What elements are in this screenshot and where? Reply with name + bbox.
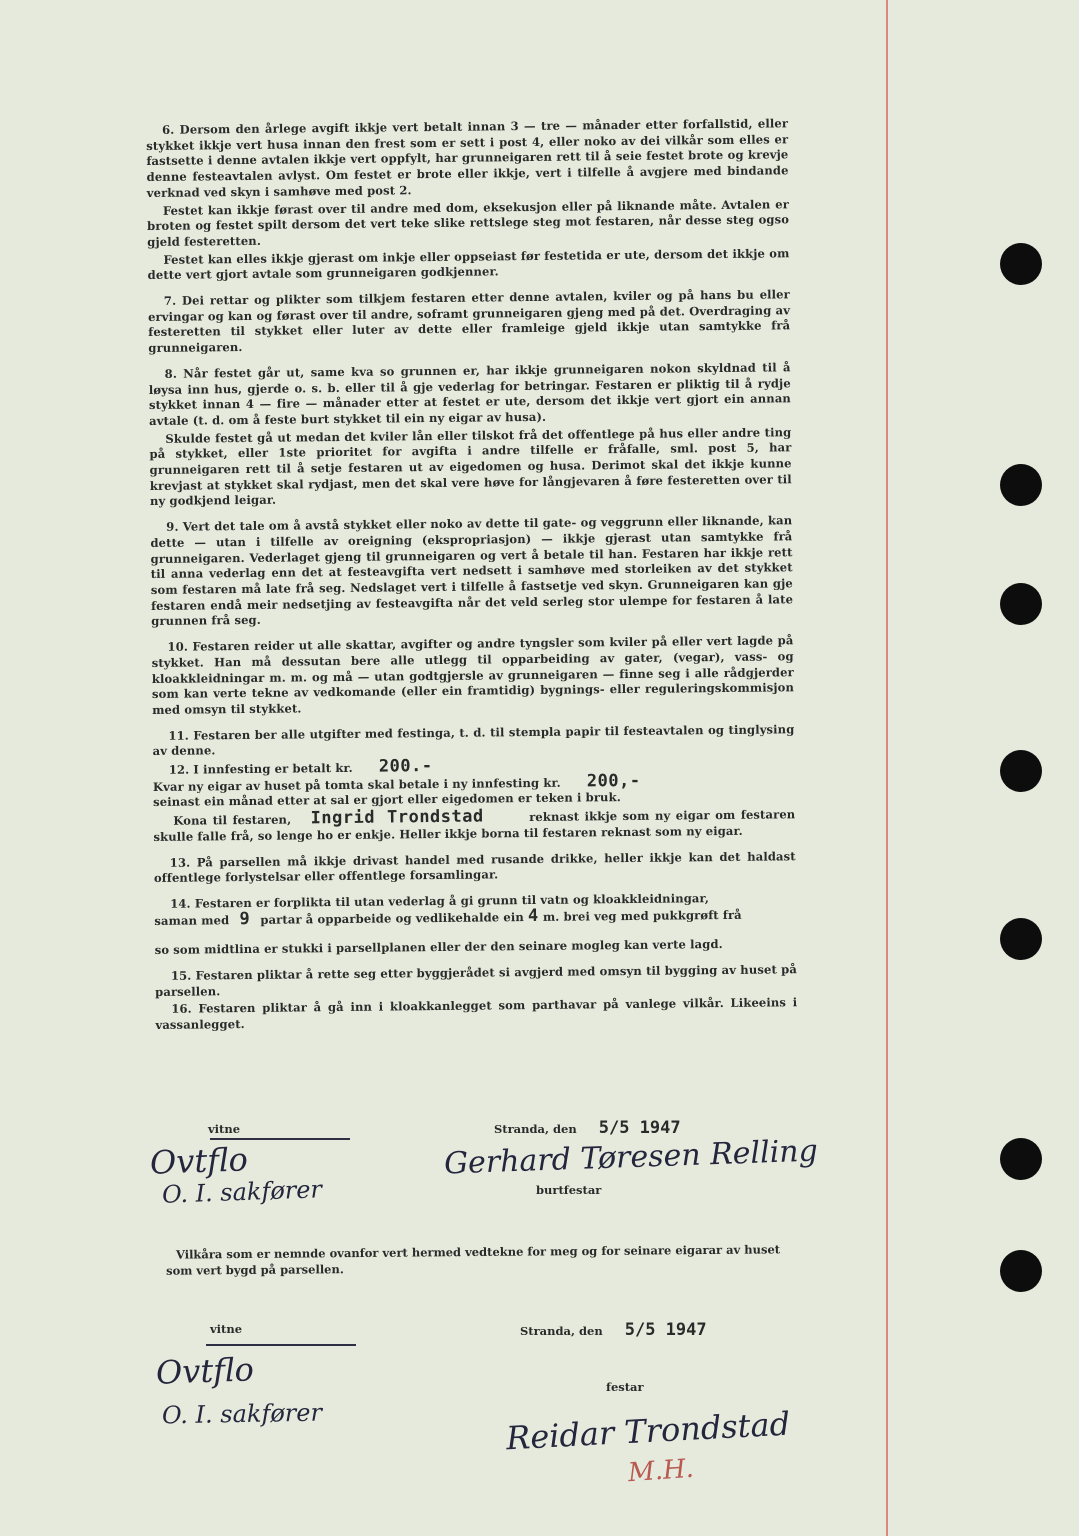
spouse-label: Kona til festaren, — [173, 812, 292, 828]
clause-14 — [154, 890, 797, 959]
clause-11: 11. Festaren ber alle utgifter med festinga, t. d. til stempla papir til festeavtalen og tinglysing av denne. — [152, 721, 795, 759]
clause-14-tail: m. brei veg med pukkgrøft frå — [542, 907, 742, 924]
lessor-signature: Gerhard Tøresen Relling — [443, 1133, 819, 1182]
clause-14-line3: so som midtlina er stukki i parsellplanen eller der den seinare mogleg kan verte lagd. — [154, 937, 723, 958]
witness-line-1 — [210, 1138, 350, 1140]
clause-12-line2: Kvar ny eigar av huset på tomta skal betale i ny innfesting kr. — [152, 775, 561, 794]
clause-8: 8. Når festet går ut, same kva so grunnen er, har ikkje grunneigaren nokon skyldnad til å løysa inn hus, gjerde o. s. b. eller til å gje vederlag for betringar. Festaren er pliktig til å rydje stykket innan 4 — fire — månader etter at festet er ute, dersom det ikkje vert gjort ein annan avtale (t. d. om å feste burt stykket til ein ny eigar av husa). — [148, 360, 791, 428]
spouse-clause — [153, 806, 795, 845]
lessor-role: burtfestar — [536, 1183, 602, 1197]
witness-title-1: O. I. sakfører — [161, 1175, 323, 1209]
witness-label-1: vitne — [208, 1122, 241, 1136]
clause-13: 13. På parsellen må ikkje drivast handel med rusande drikke, heller ikkje kan det haldast offentlege forlystelsar eller offentlege forsamlingar. — [153, 848, 796, 886]
witness-signature-1: Ovtflo — [149, 1140, 249, 1182]
clause-14-line1: 14. Festaren er forplikta til utan vederlag å gi grunn til vatn og kloakkleidningar, — [170, 891, 710, 911]
punch-hole — [1000, 583, 1042, 625]
clause-6-transfer: Festet kan ikkje førast over til andre med dom, eksekusjon eller på liknande måte. Avtalen er broten og festet spilt dersom det vert teke slike rettslege steg mot festaren, når desse steg ogso gjeld festeretten. — [147, 196, 790, 249]
punch-hole — [1000, 750, 1042, 792]
road-width: 4 — [527, 905, 539, 926]
clause-14-saman: saman med — [154, 912, 230, 928]
punch-hole — [1000, 243, 1042, 285]
entry-fee-amount: 200.- — [378, 756, 433, 777]
place-date-2 — [520, 1320, 707, 1340]
date-2: 5/5 1947 — [624, 1320, 707, 1340]
clause-9: 9. Vert det tale om å avstå stykket eller noko av dette til gate- og veggrunn eller liknande, kan dette — utan i tilfelle av oreigning (ekspropriasjon) — ikkje gjerast utan samtykke frå grunneigaren. Vederlaget gjeng til grunneigaren og vert å betale til han. Festaren har ikkje rett til anna vederlag enn det at festeavgifta vert nedsett i samhøve med storleiken av det stykket som festaren må late frå seg. Nedslaget vert i tilfelle å fastsetje ved skyn. Grunneigaren kan gje festaren endå meir nedsetjing av festeavgifta når det veld serleg stor ulempe for festaren å late grunnen frå seg. — [150, 513, 794, 629]
place-date-1 — [494, 1118, 681, 1138]
punch-hole — [1000, 1250, 1042, 1292]
punch-hole — [1000, 1138, 1042, 1180]
clause-15: 15. Festaren pliktar å rette seg etter byggjerådet si avgjerd med omsyn til bygging av huset på parsellen. — [155, 962, 797, 999]
clause-12-line3: seinast ein månad etter at sal er gjort eller eigedomen er teken i bruk. — [153, 790, 621, 810]
lessee-role: festar — [606, 1380, 644, 1394]
witness-line-2 — [206, 1344, 356, 1346]
clause-7: 7. Dei rettar og plikter som tilkjem festaren etter denne avtalen, kviler og på hans bu eller ervingar og kan og førast over til andre, soframt grunneigaren gjeng med på det. Overdraging av festeretten til stykket eller luter av dette eller framleige gjeld ikkje utan samtykke frå grunneigaren. — [147, 287, 791, 356]
date-1: 5/5 1947 — [598, 1118, 681, 1138]
punch-hole — [1000, 918, 1042, 960]
clause-6: 6. Dersom den årlege avgift ikkje vert betalt innan 3 — tre — månader etter forfallstid, eller stykket ikkje vert husa innan den frest som er sett i post 4, eller noko av dei vilkår som elles er fastsette i denne avtalen ikkje vert oppfylt, har grunneigaren rett til å seie festet brote og krevje denne festeavtalen avlyst. Om festet er brote eller ikkje, vert i tilfelle å avgjere med bindande verknad ved skyn i samhøve med post 2. — [146, 116, 789, 200]
witness-label-2: vitne — [210, 1322, 243, 1336]
clause-16: 16. Festaren pliktar å gå inn i kloakkanlegget som parthavar på vanlege vilkår. Likeeins i vassanlegget. — [155, 995, 798, 1033]
lease-terms-body — [146, 116, 798, 1044]
clause-10: 10. Festaren reider ut alle skattar, avgifter og andre tyngsler som kviler på eller vert lagde på stykket. Han må dessutan bere alle utlegg til opparbeiding av gater, (vegar), vass- og kloakkleidningar m. m. og må — utan godtgjersle av grunneigaren — finne seg i alle rådgjerder som kan verte tekne av vedkomande (eller ein framtidig) bygnings- eller reguleringskommisjon med omsyn til stykket. — [151, 633, 795, 717]
initials-stamp: M.H. — [627, 1453, 695, 1489]
clause-14-mid: partar å opparbeide og vedlikehalde ein — [260, 909, 524, 927]
witness-title-2: O. I. sakfører — [161, 1398, 323, 1430]
spouse-name: Ingrid Trondstad — [310, 806, 484, 829]
spouse-label-tail: reknast ikkje som — [529, 808, 650, 825]
road-parts-count: 9 — [239, 908, 251, 929]
clause-6-termination: Festet kan elles ikkje gjerast om inkje eller oppseiast før festetida er ute, dersom det ikkje om dette vert gjort avtale som grunneigaren godkjenner. — [147, 245, 790, 283]
new-entry-fee-amount: 200,- — [586, 770, 641, 792]
lessee-signature: Reidar Trondstad — [505, 1404, 791, 1458]
punch-hole — [1000, 464, 1042, 506]
place-label-2: Stranda, den — [520, 1324, 603, 1338]
clause-12-label: 12. I innfesting er betalt kr. — [168, 760, 353, 777]
spouse-clause-rest: ny eigar om festaren skulle falle frå, so lenge ho er enkje. Heller ikkje borna til festaren reknast som ny eigar. — [153, 807, 796, 844]
witness-signature-2: Ovtflo — [155, 1350, 255, 1392]
margin-rule — [886, 0, 888, 1536]
place-label-1: Stranda, den — [494, 1122, 577, 1136]
clause-8-loans: Skulde festet gå ut medan det kviler lån eller tilskot frå det offentlege på hus eller andre ting på stykket, eller 1ste prioritet for avgifta i andre tilfelle er fråfalle, sml. post 5, har grunneigaren rett til å setje festaren ut av eigedomen og husa. Derimot skal det ikkje kunne krevjast at stykket skal rydjast, men det skal vere høve for långjevaren å føre festeretten over til ny godkjend leigar. — [149, 424, 792, 509]
clause-12 — [153, 755, 795, 811]
acceptance-text: Vilkåra som er nemnde ovanfor vert hermed vedtekne for meg og for seinare eigarar av huset som vert bygd på parsellen. — [166, 1242, 781, 1278]
